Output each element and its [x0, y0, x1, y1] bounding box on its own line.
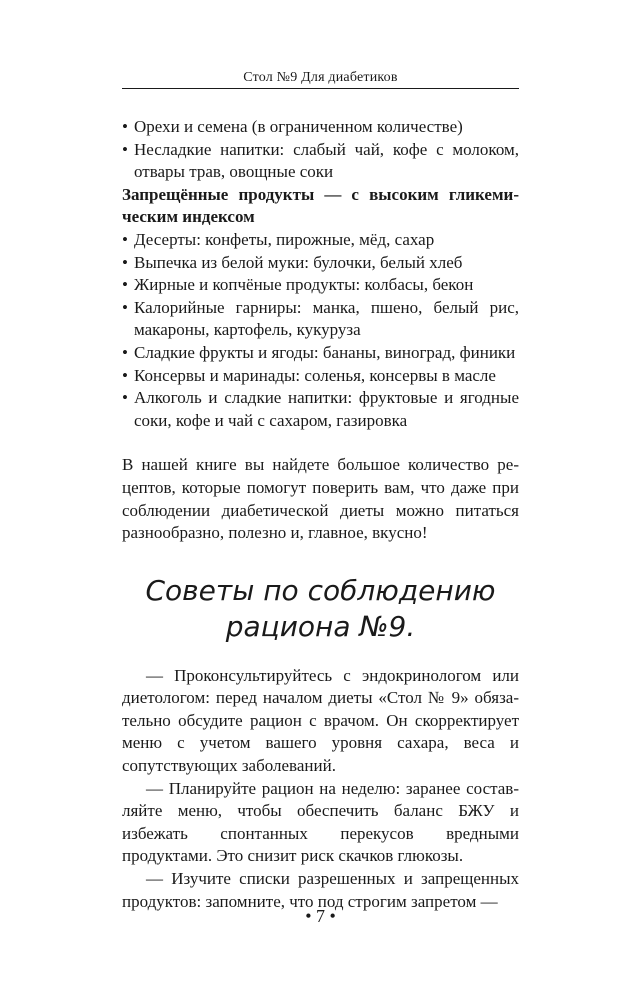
- intro-paragraph: В нашей книге вы найдете большое количество рецептов, которые помогут поверить вам, что даже при соблюдении диабетической диеты можно питаться разнообразно, полезно и, главное, вкусно!: [122, 455, 519, 543]
- list-item: • Десерты: конфеты, пирожные, мёд, сахар: [122, 229, 519, 252]
- forbidden-heading: Запрещённые продукты — с высоким гликемическим индексом: [122, 184, 519, 227]
- page-body: [122, 116, 519, 913]
- header-rule: [122, 88, 519, 89]
- tip-paragraph: — Проконсультируйтесь с эндокринологом или диетологом: перед началом диеты «Стол № 9» обязательно обсудите рацион с врачом. Он скорректирует меню с учетом вашего уровня сахара, веса и сопутствующих заболеваний.: [122, 665, 519, 776]
- tip-paragraph: — Планируйте рацион на неделю: заранее составляйте меню, чтобы обеспечить баланс БЖУ и избежать спонтанных перекусов вредными продуктами. Это снизит риск скачков глюкозы.: [122, 778, 519, 866]
- list-item: • Жирные и копчёные продукты: колбасы, бекон: [122, 274, 519, 297]
- list-item: • Орехи и семена (в ограниченном количестве): [122, 116, 519, 139]
- running-header: Стол №9 Для диабетиков: [243, 70, 398, 85]
- allowed-list-continued: [122, 116, 519, 184]
- tip-paragraph: — Изучите списки разрешенных и запрещенных продуктов: запомните, что под строгим запретом —: [122, 869, 519, 911]
- list-item: • Алкоголь и сладкие напитки: фруктовые и ягодные соки, кофе и чай с сахаром, газировка: [122, 387, 519, 432]
- list-item: • Калорийные гарниры: манка, пшено, белый рис, макароны, картофель, кукуруза: [122, 297, 519, 342]
- list-item: • Выпечка из белой муки: булочки, белый хлеб: [122, 252, 519, 275]
- list-item: • Консервы и маринады: соленья, консервы в масле: [122, 365, 519, 388]
- section-title: Советы по соблюдению рациона №9.: [145, 573, 496, 643]
- list-item: • Сладкие фрукты и ягоды: бананы, виноград, финики: [122, 342, 519, 365]
- forbidden-list: [122, 229, 519, 432]
- page-number: • 7 •: [305, 906, 336, 926]
- list-item: • Несладкие напитки: слабый чай, кофе с молоком, отвары трав, овощные соки: [122, 139, 519, 184]
